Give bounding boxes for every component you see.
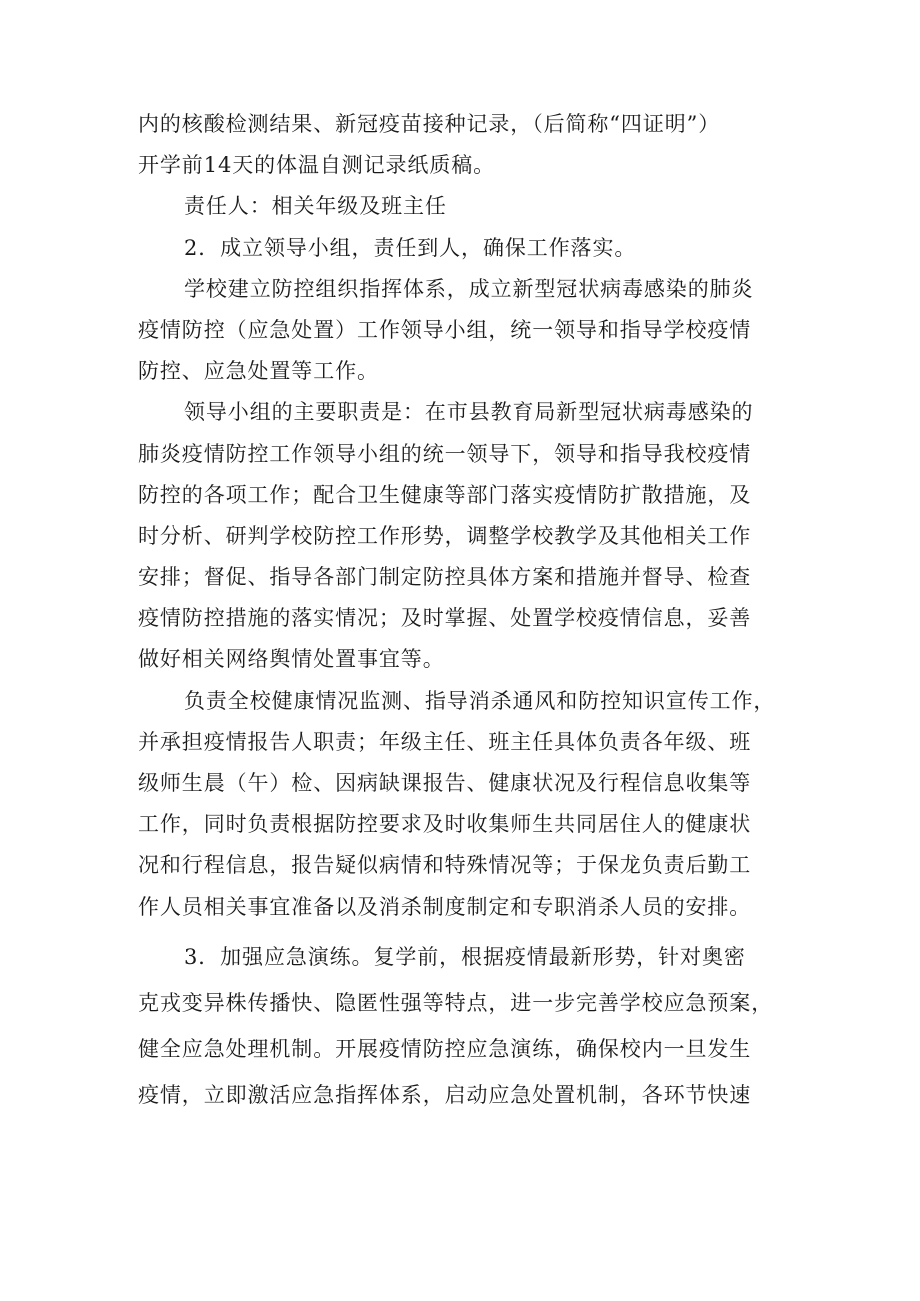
text-line: 疫情，立即激活应急指挥体系，启动应急处置机制，各环节快速	[138, 1082, 752, 1107]
text-line: 防控的各项工作；配合卫生健康等部门落实疫情防扩散措施，及	[138, 482, 752, 507]
text-line: 况和行程信息，报告疑似病情和特殊情况等；于保龙负责后勤工	[138, 853, 752, 878]
text-line: 肺炎疫情防控工作领导小组的统一领导下，领导和指导我校疫情	[138, 441, 752, 466]
responsible-person-line: 责任人：相关年级及班主任	[184, 194, 447, 219]
text-line: 并承担疫情报告人职责；年级主任、班主任具体负责各年级、班	[138, 729, 752, 754]
text-line: 工作，同时负责根据防控要求及时收集师生共同居住人的健康状	[138, 812, 752, 837]
text-line: 级师生晨（午）检、因病缺课报告、健康状况及行程信息收集等	[138, 771, 752, 795]
text-line: 安排；督促、指导各部门制定防控具体方案和措施并督导、检查	[138, 565, 752, 590]
text-line: 作人员相关事宜准备以及消杀制度制定和专职消杀人员的安排。	[138, 894, 752, 919]
text-line: 开学前14天的体温自测记录纸质稿。	[138, 153, 496, 178]
text-line: 负责全校健康情况监测、指导消杀通风和防控知识宣传工作，	[184, 688, 776, 713]
section-3	[138, 934, 783, 1118]
text-line: 克戎变异株传播快、隐匿性强等特点，进一步完善学校应急预案，	[138, 990, 774, 1015]
text-line: 健全应急处理机制。开展疫情防控应急演练，确保校内一旦发生	[138, 1036, 752, 1061]
text-line: 学校建立防控组织指挥体系，成立新型冠状病毒感染的肺炎	[184, 276, 754, 301]
text-line: 领导小组的主要职责是：在市县教育局新型冠状病毒感染的	[184, 400, 754, 425]
text-line: 做好相关网络舆情处置事宜等。	[138, 647, 445, 672]
text-line: 时分析、研判学校防控工作形势，调整学校教学及其他相关工作	[138, 523, 752, 548]
text-line: 疫情防控措施的落实情况；及时掌握、处置学校疫情信息，妥善	[138, 606, 752, 631]
section-heading-2: 2．成立领导小组，责任到人，确保工作落实。	[184, 235, 637, 260]
text-line: 疫情防控（应急处置）工作领导小组，统一领导和指导学校疫情	[138, 317, 752, 342]
section-heading-3: 3．加强应急演练。复学前，根据疫情最新形势，针对奥密	[184, 944, 746, 969]
document-body	[138, 104, 783, 1118]
text-line: 防控、应急处置等工作。	[138, 359, 379, 384]
text-line: 内的核酸检测结果、新冠疫苗接种记录，（后简称“四证明”）	[138, 112, 721, 136]
